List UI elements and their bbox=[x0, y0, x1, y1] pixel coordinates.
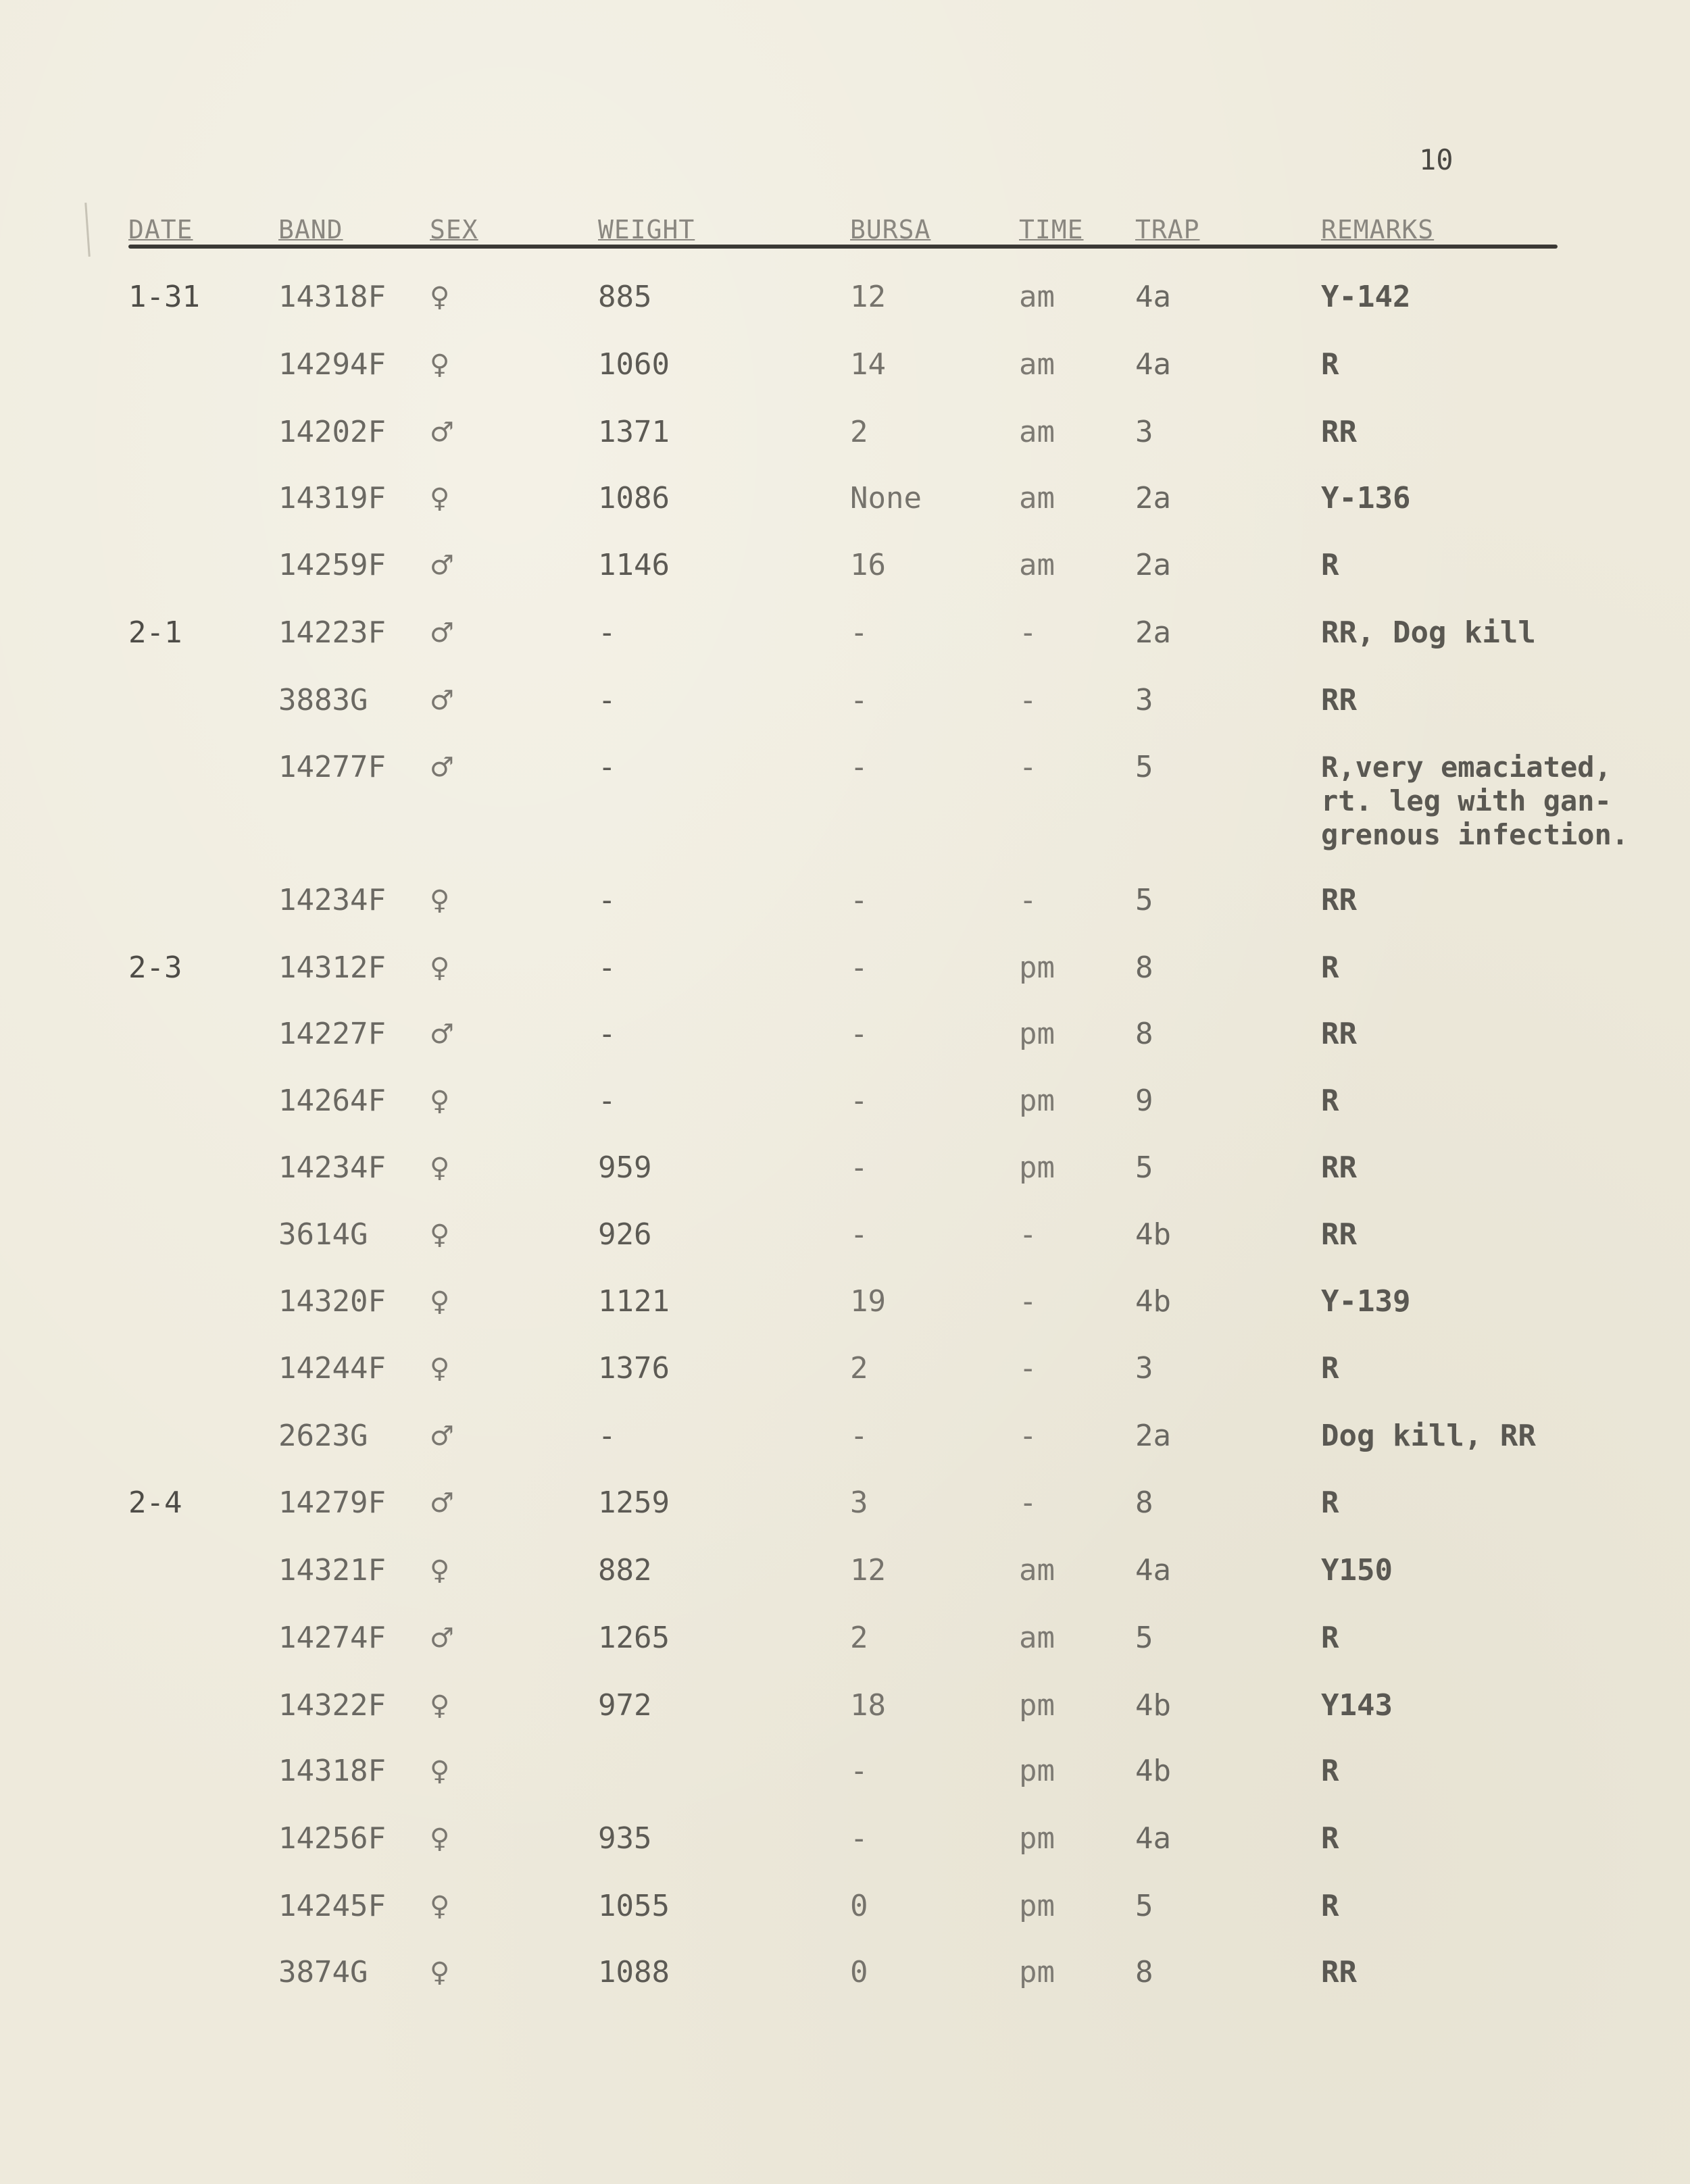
table-row bbox=[0, 1889, 1690, 1937]
table-row bbox=[0, 1956, 1690, 2003]
cell-bursa: - bbox=[850, 1754, 868, 1788]
cell-sex: ♀ bbox=[430, 483, 450, 514]
cell-date: 2-4 bbox=[128, 1485, 182, 1520]
cell-bursa: - bbox=[850, 683, 868, 717]
cell-weight: 1121 bbox=[598, 1284, 670, 1319]
table-row bbox=[0, 549, 1690, 596]
cell-trap: 4b bbox=[1135, 1754, 1171, 1788]
cell-bursa: 19 bbox=[850, 1284, 886, 1319]
cell-weight: 1146 bbox=[598, 548, 670, 582]
cell-bursa: 2 bbox=[850, 415, 868, 449]
cell-remarks: R bbox=[1321, 347, 1339, 382]
cell-remarks: RR bbox=[1321, 415, 1357, 449]
cell-remarks: RR, Dog kill bbox=[1321, 615, 1536, 650]
cell-trap: 4a bbox=[1135, 347, 1171, 382]
cell-remarks: Dog kill, RR bbox=[1321, 1419, 1536, 1453]
cell-band: 14245F bbox=[278, 1889, 386, 1923]
cell-band: 14279F bbox=[278, 1485, 386, 1520]
cell-sex: ♂ bbox=[430, 1488, 454, 1519]
cell-sex: ♀ bbox=[430, 1690, 450, 1721]
cell-remarks: R,very emaciated, rt. leg with gan- grenous infection. bbox=[1321, 751, 1629, 851]
cell-bursa: - bbox=[850, 1017, 868, 1051]
cell-sex: ♀ bbox=[430, 1823, 450, 1854]
cell-sex: ♀ bbox=[430, 282, 450, 313]
cell-trap: 2a bbox=[1135, 1419, 1171, 1453]
table-row bbox=[0, 616, 1690, 663]
cell-bursa: 16 bbox=[850, 548, 886, 582]
cell-trap: 4b bbox=[1135, 1217, 1171, 1252]
cell-remarks: Y-139 bbox=[1321, 1284, 1411, 1319]
cell-band: 3874G bbox=[278, 1955, 368, 1989]
cell-time: pm bbox=[1019, 1150, 1055, 1185]
header-band: BAND bbox=[278, 215, 343, 245]
cell-remarks: RR bbox=[1321, 1017, 1357, 1051]
cell-bursa: - bbox=[850, 950, 868, 985]
cell-trap: 4a bbox=[1135, 280, 1171, 314]
cell-time: am bbox=[1019, 280, 1055, 314]
table-row bbox=[0, 1084, 1690, 1132]
cell-weight: - bbox=[598, 883, 616, 917]
cell-band: 3883G bbox=[278, 683, 368, 717]
table-row bbox=[0, 1689, 1690, 1736]
cell-band: 14202F bbox=[278, 415, 386, 449]
cell-date: 2-3 bbox=[128, 950, 182, 985]
cell-sex: ♀ bbox=[430, 1152, 450, 1184]
cell-time: - bbox=[1019, 683, 1037, 717]
cell-remarks: R bbox=[1321, 1889, 1339, 1923]
cell-date: 1-31 bbox=[128, 280, 200, 314]
cell-time: am bbox=[1019, 548, 1055, 582]
cell-time: pm bbox=[1019, 950, 1055, 985]
cell-weight: 972 bbox=[598, 1688, 652, 1723]
cell-remarks: RR bbox=[1321, 1955, 1357, 1989]
cell-band: 14256F bbox=[278, 1821, 386, 1856]
table-row bbox=[0, 684, 1690, 731]
cell-weight: - bbox=[598, 1419, 616, 1453]
cell-weight: 1088 bbox=[598, 1955, 670, 1989]
cell-date: 2-1 bbox=[128, 615, 182, 650]
cell-sex: ♂ bbox=[430, 1019, 454, 1050]
cell-time: am bbox=[1019, 481, 1055, 515]
cell-time: - bbox=[1019, 1485, 1037, 1520]
cell-weight: 882 bbox=[598, 1553, 652, 1588]
cell-band: 14318F bbox=[278, 1754, 386, 1788]
table-row bbox=[0, 750, 1690, 851]
cell-band: 14319F bbox=[278, 481, 386, 515]
cell-remarks: R bbox=[1321, 1084, 1339, 1118]
cell-sex: ♀ bbox=[430, 349, 450, 380]
cell-time: - bbox=[1019, 1217, 1037, 1252]
cell-bursa: - bbox=[850, 1217, 868, 1252]
cell-remarks: R bbox=[1321, 1821, 1339, 1856]
table-row bbox=[0, 884, 1690, 931]
cell-time: am bbox=[1019, 347, 1055, 382]
cell-bursa: 2 bbox=[850, 1621, 868, 1655]
cell-sex: ♂ bbox=[430, 417, 454, 448]
cell-bursa: 0 bbox=[850, 1955, 868, 1989]
table-row bbox=[0, 1754, 1690, 1802]
table-row bbox=[0, 280, 1690, 328]
table-row bbox=[0, 951, 1690, 998]
cell-bursa: 3 bbox=[850, 1485, 868, 1520]
cell-band: 14322F bbox=[278, 1688, 386, 1723]
table-row bbox=[0, 1218, 1690, 1265]
cell-weight: 926 bbox=[598, 1217, 652, 1252]
cell-band: 14277F bbox=[278, 750, 386, 784]
cell-weight: 959 bbox=[598, 1150, 652, 1185]
cell-trap: 2a bbox=[1135, 548, 1171, 582]
cell-band: 14244F bbox=[278, 1351, 386, 1386]
cell-weight: 1265 bbox=[598, 1621, 670, 1655]
cell-band: 14234F bbox=[278, 883, 386, 917]
cell-weight: 1060 bbox=[598, 347, 670, 382]
cell-time: am bbox=[1019, 1621, 1055, 1655]
cell-weight: 1055 bbox=[598, 1889, 670, 1923]
table-row bbox=[0, 1419, 1690, 1467]
cell-time: - bbox=[1019, 1284, 1037, 1319]
cell-trap: 4b bbox=[1135, 1688, 1171, 1723]
cell-trap: 9 bbox=[1135, 1084, 1153, 1118]
table-row bbox=[0, 1486, 1690, 1533]
cell-remarks: RR bbox=[1321, 1217, 1357, 1252]
cell-time: pm bbox=[1019, 1754, 1055, 1788]
cell-bursa: 2 bbox=[850, 1351, 868, 1386]
cell-sex: ♀ bbox=[430, 885, 450, 916]
cell-weight: - bbox=[598, 683, 616, 717]
cell-weight: 1259 bbox=[598, 1485, 670, 1520]
cell-weight: 1376 bbox=[598, 1351, 670, 1386]
table-row bbox=[0, 1285, 1690, 1332]
cell-bursa: None bbox=[850, 481, 922, 515]
cell-trap: 5 bbox=[1135, 750, 1153, 784]
cell-weight: 935 bbox=[598, 1821, 652, 1856]
table-row bbox=[0, 1017, 1690, 1065]
cell-time: pm bbox=[1019, 1821, 1055, 1856]
cell-band: 14294F bbox=[278, 347, 386, 382]
cell-time: - bbox=[1019, 1351, 1037, 1386]
cell-time: pm bbox=[1019, 1955, 1055, 1989]
cell-sex: ♀ bbox=[430, 1891, 450, 1922]
cell-trap: 5 bbox=[1135, 1150, 1153, 1185]
cell-sex: ♀ bbox=[430, 953, 450, 984]
cell-remarks: R bbox=[1321, 1351, 1339, 1386]
cell-sex: ♀ bbox=[430, 1555, 450, 1586]
cell-trap: 8 bbox=[1135, 1955, 1153, 1989]
cell-time: - bbox=[1019, 883, 1037, 917]
cell-trap: 4a bbox=[1135, 1821, 1171, 1856]
cell-bursa: - bbox=[850, 750, 868, 784]
cell-trap: 5 bbox=[1135, 1889, 1153, 1923]
cell-remarks: RR bbox=[1321, 883, 1357, 917]
cell-bursa: - bbox=[850, 1419, 868, 1453]
page-number: 10 bbox=[1419, 143, 1453, 176]
cell-remarks: R bbox=[1321, 1485, 1339, 1520]
cell-trap: 5 bbox=[1135, 1621, 1153, 1655]
cell-bursa: 12 bbox=[850, 280, 886, 314]
cell-bursa: 18 bbox=[850, 1688, 886, 1723]
cell-weight: 1371 bbox=[598, 415, 670, 449]
header-weight: WEIGHT bbox=[598, 215, 695, 245]
header-time: TIME bbox=[1019, 215, 1084, 245]
cell-remarks: R bbox=[1321, 548, 1339, 582]
header-remarks: REMARKS bbox=[1321, 215, 1435, 245]
cell-trap: 3 bbox=[1135, 415, 1153, 449]
cell-remarks: Y-142 bbox=[1321, 280, 1411, 314]
cell-time: am bbox=[1019, 415, 1055, 449]
cell-bursa: - bbox=[850, 615, 868, 650]
cell-trap: 8 bbox=[1135, 950, 1153, 985]
cell-trap: 3 bbox=[1135, 683, 1153, 717]
cell-weight: - bbox=[598, 750, 616, 784]
table-row bbox=[0, 1352, 1690, 1399]
cell-bursa: - bbox=[850, 1150, 868, 1185]
cell-band: 14227F bbox=[278, 1017, 386, 1051]
cell-trap: 2a bbox=[1135, 615, 1171, 650]
cell-time: - bbox=[1019, 1419, 1037, 1453]
cell-sex: ♂ bbox=[430, 752, 454, 783]
cell-sex: ♂ bbox=[430, 1623, 454, 1654]
cell-band: 2623G bbox=[278, 1419, 368, 1453]
cell-remarks: R bbox=[1321, 1754, 1339, 1788]
cell-trap: 4a bbox=[1135, 1553, 1171, 1588]
cell-weight: - bbox=[598, 1017, 616, 1051]
cell-band: 14318F bbox=[278, 280, 386, 314]
cell-sex: ♂ bbox=[430, 617, 454, 649]
cell-band: 3614G bbox=[278, 1217, 368, 1252]
cell-band: 14264F bbox=[278, 1084, 386, 1118]
header-trap: TRAP bbox=[1135, 215, 1200, 245]
cell-band: 14320F bbox=[278, 1284, 386, 1319]
cell-sex: ♀ bbox=[430, 1756, 450, 1787]
cell-band: 14259F bbox=[278, 548, 386, 582]
cell-band: 14234F bbox=[278, 1150, 386, 1185]
cell-remarks: R bbox=[1321, 950, 1339, 985]
cell-band: 14312F bbox=[278, 950, 386, 985]
cell-trap: 5 bbox=[1135, 883, 1153, 917]
cell-time: pm bbox=[1019, 1889, 1055, 1923]
cell-time: pm bbox=[1019, 1688, 1055, 1723]
cell-sex: ♂ bbox=[430, 550, 454, 581]
cell-sex: ♂ bbox=[430, 1421, 454, 1452]
cell-remarks: Y150 bbox=[1321, 1553, 1393, 1588]
cell-band: 14223F bbox=[278, 615, 386, 650]
table-row bbox=[0, 415, 1690, 463]
cell-bursa: 12 bbox=[850, 1553, 886, 1588]
cell-time: - bbox=[1019, 615, 1037, 650]
cell-remarks: RR bbox=[1321, 683, 1357, 717]
cell-weight: 1086 bbox=[598, 481, 670, 515]
cell-sex: ♀ bbox=[430, 1286, 450, 1317]
cell-sex: ♀ bbox=[430, 1219, 450, 1250]
cell-time: - bbox=[1019, 750, 1037, 784]
header-date: DATE bbox=[128, 215, 193, 245]
cell-remarks: Y143 bbox=[1321, 1688, 1393, 1723]
cell-remarks: RR bbox=[1321, 1150, 1357, 1185]
cell-remarks: Y-136 bbox=[1321, 481, 1411, 515]
cell-bursa: 0 bbox=[850, 1889, 868, 1923]
cell-weight: - bbox=[598, 1084, 616, 1118]
cell-band: 14321F bbox=[278, 1553, 386, 1588]
cell-weight: 885 bbox=[598, 280, 652, 314]
cell-sex: ♀ bbox=[430, 1353, 450, 1384]
header-sex: SEX bbox=[430, 215, 478, 245]
cell-bursa: 14 bbox=[850, 347, 886, 382]
cell-bursa: - bbox=[850, 1821, 868, 1856]
cell-bursa: - bbox=[850, 1084, 868, 1118]
cell-trap: 4b bbox=[1135, 1284, 1171, 1319]
cell-time: am bbox=[1019, 1553, 1055, 1588]
cell-trap: 3 bbox=[1135, 1351, 1153, 1386]
cell-trap: 8 bbox=[1135, 1017, 1153, 1051]
table-row bbox=[0, 1822, 1690, 1869]
cell-bursa: - bbox=[850, 883, 868, 917]
header-bursa: BURSA bbox=[850, 215, 931, 245]
cell-weight: - bbox=[598, 950, 616, 985]
table-row bbox=[0, 482, 1690, 529]
table-row bbox=[0, 1621, 1690, 1669]
cell-band: 14274F bbox=[278, 1621, 386, 1655]
cell-time: pm bbox=[1019, 1017, 1055, 1051]
cell-sex: ♀ bbox=[430, 1957, 450, 1988]
table-row bbox=[0, 1554, 1690, 1601]
table-row bbox=[0, 1151, 1690, 1198]
cell-sex: ♀ bbox=[430, 1086, 450, 1117]
cell-sex: ♂ bbox=[430, 685, 454, 716]
cell-time: pm bbox=[1019, 1084, 1055, 1118]
table-row bbox=[0, 348, 1690, 395]
cell-remarks: R bbox=[1321, 1621, 1339, 1655]
cell-weight: - bbox=[598, 615, 616, 650]
cell-trap: 2a bbox=[1135, 481, 1171, 515]
cell-trap: 8 bbox=[1135, 1485, 1153, 1520]
